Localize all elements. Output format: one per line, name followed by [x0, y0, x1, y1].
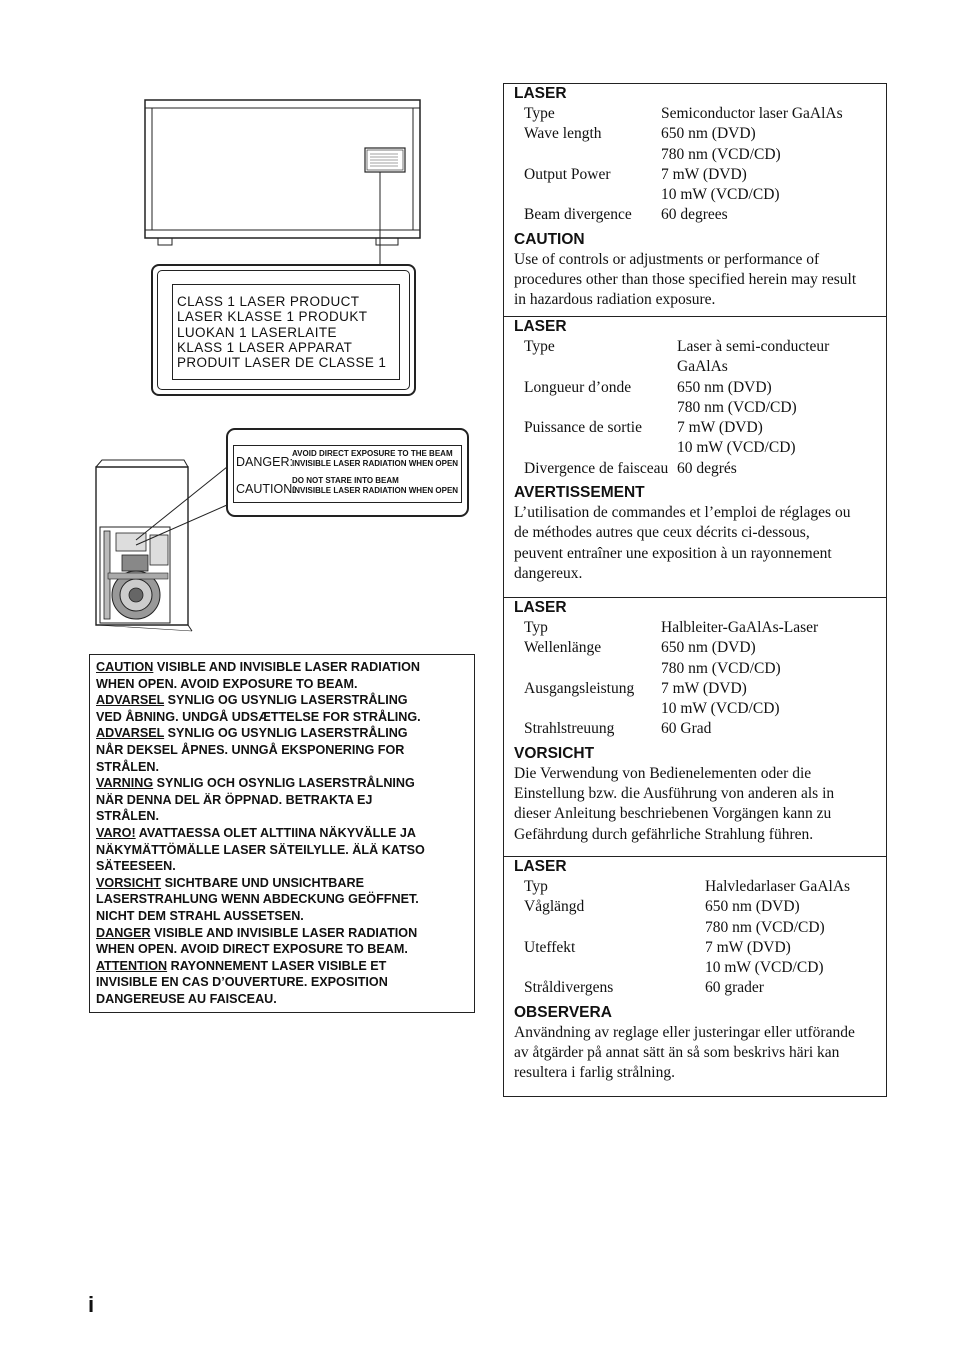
page-number: i: [88, 1292, 95, 1317]
caution-heading: VORSICHT: [514, 744, 595, 762]
spec-label: [514, 699, 661, 719]
spec-row: [514, 459, 876, 479]
warning-line: [96, 659, 468, 676]
warning-language-keyword: VORSICHT: [96, 875, 162, 890]
warning-text: DANGEREUSE AU FAISCEAU.: [96, 991, 277, 1006]
spec-row: [514, 699, 876, 719]
danger-label-title: DANGER:: [236, 455, 293, 469]
caution-paragraph-line: Gefährdung durch gefährliche Strahlung führen.: [514, 825, 814, 843]
caution-paragraph-line: de méthodes autres que ceux décrits ci-dessous,: [514, 524, 810, 542]
spec-value: Laser à semi-conducteur: [677, 338, 830, 355]
class-label-line: LUOKAN 1 LASERLAITE: [177, 324, 337, 340]
spec-value: 780 nm (VCD/CD): [705, 918, 825, 936]
danger-label-text: AVOID DIRECT EXPOSURE TO THE BEAM: [292, 449, 453, 458]
spec-row: [514, 897, 876, 917]
spec-row: [514, 978, 876, 998]
caution-paragraph-line: Use of controls or adjustments or performance of: [514, 250, 820, 268]
warning-text: INVISIBLE EN CAS D’OUVERTURE. EXPOSITION: [96, 975, 388, 990]
caution-paragraph-line: av åtgärder på annat sätt än så som beskrivs häri kan: [514, 1044, 840, 1062]
caution-label-title: CAUTION:: [236, 482, 296, 496]
spec-label: Typ: [524, 878, 548, 895]
warning-line: [96, 908, 468, 925]
warning-line: [96, 991, 468, 1008]
warning-text: SYNLIG OCH OSYNLIG LASERSTRÅLNING: [153, 776, 415, 791]
spec-value: 650 nm (DVD): [661, 125, 756, 143]
caution-heading: AVERTISSEMENT: [514, 484, 645, 502]
warning-line: [96, 925, 468, 942]
spec-row: [514, 337, 876, 357]
warning-text: WHEN OPEN. AVOID DIRECT EXPOSURE TO BEAM.: [96, 942, 408, 957]
danger-label: [226, 428, 469, 517]
warning-text: WHEN OPEN. AVOID EXPOSURE TO BEAM.: [96, 676, 358, 691]
spec-value: 7 mW (DVD): [661, 165, 747, 183]
laser-spec-german: [503, 597, 887, 857]
spec-row: [514, 205, 876, 225]
spec-row: [514, 398, 876, 418]
warning-text: AVATTAESSA OLET ALTTIINA NÄKYVÄLLE JA: [135, 825, 416, 840]
spec-row: [514, 104, 876, 124]
unit-side-illustration: [92, 455, 232, 635]
spec-row: [514, 124, 876, 144]
class-label-line: CLASS 1 LASER PRODUCT: [177, 294, 360, 309]
spec-label: Stråldivergens: [524, 979, 614, 997]
warning-text: RAYONNEMENT LASER VISIBLE ET: [167, 958, 387, 973]
warning-text: NICHT DEM STRAHL AUSSETSEN.: [96, 908, 304, 923]
warning-line: [96, 875, 468, 892]
caution-label-text: INVISIBLE LASER RADIATION WHEN OPEN: [292, 486, 459, 495]
spec-row: [514, 938, 876, 958]
caution-heading: OBSERVERA: [514, 1003, 612, 1021]
warning-line: [96, 692, 468, 709]
spec-row: [514, 378, 876, 398]
spec-row: [514, 418, 876, 438]
warning-text: SÄTEESEEN.: [96, 859, 176, 874]
warning-text: LASERSTRAHLUNG WENN ABDECKUNG GEÖFFNET.: [96, 892, 419, 907]
warning-text: VED ÅBNING. UNDGÅ UDSÆTTELSE FOR STRÅLING.: [96, 709, 421, 724]
warning-line: [96, 792, 468, 809]
warning-language-keyword: DANGER: [96, 925, 151, 940]
spec-row: [514, 438, 876, 458]
spec-value: 7 mW (DVD): [705, 938, 791, 956]
caution-paragraph-line: L’utilisation de commandes et l’emploi de réglages ou: [514, 504, 851, 522]
spec-row: [514, 958, 876, 978]
spec-value: Halbleiter-GaAlAs-Laser: [661, 619, 819, 636]
caution-paragraph-line: Die Verwendung von Bedienelementen oder die: [514, 764, 812, 782]
spec-label: [514, 398, 677, 418]
spec-row: [514, 659, 876, 679]
spec-value: 10 mW (VCD/CD): [677, 439, 796, 457]
spec-value: 10 mW (VCD/CD): [705, 959, 824, 977]
warning-line: [96, 742, 468, 759]
spec-value: 780 nm (VCD/CD): [661, 659, 781, 677]
warning-line: [96, 709, 468, 726]
laser-spec-english: [503, 83, 887, 317]
caution-paragraph-line: Användning av reglage eller justeringar eller utförande: [514, 1023, 855, 1041]
warning-text: NÄKYMÄTTÖMÄLLE LASER SÄTEILYLLE. ÄLÄ KATSO: [96, 842, 425, 857]
caution-paragraph-line: in hazardous radiation exposure.: [514, 291, 716, 309]
spec-row: [514, 679, 876, 699]
spec-row: [514, 638, 876, 658]
warning-text: SICHTBARE UND UNSICHTBARE: [161, 875, 364, 890]
spec-label: Output Power: [524, 165, 611, 183]
class-label-line: LASER KLASSE 1 PRODUKT: [177, 309, 368, 325]
caution-paragraph-line: resultera i farlig strålning.: [514, 1064, 675, 1082]
laser-spec-swedish: [503, 856, 887, 1097]
warning-text: NÄR DENNA DEL ÄR ÖPPNAD. BETRAKTA EJ: [96, 792, 373, 807]
spec-value: 60 Grad: [661, 720, 712, 738]
spec-value: Semiconductor laser GaAlAs: [661, 105, 843, 122]
laser-spec-french: [503, 316, 887, 598]
spec-label: [514, 659, 661, 679]
laser-warning-box: [89, 654, 475, 1013]
spec-label: Longueur d’onde: [524, 378, 632, 396]
spec-label: Strahlstreuung: [524, 720, 615, 738]
spec-value: 650 nm (DVD): [661, 639, 756, 657]
spec-value: 780 nm (VCD/CD): [661, 145, 781, 163]
warning-line: [96, 825, 468, 842]
spec-row: [514, 618, 876, 638]
spec-value: 650 nm (DVD): [705, 898, 800, 916]
caution-label-text: DO NOT STARE INTO BEAM: [292, 476, 399, 485]
spec-label: Puissance de sortie: [524, 419, 642, 437]
class-label-enlarged: [151, 264, 416, 396]
warning-language-keyword: VARO!: [96, 825, 136, 840]
spec-label: Våglängd: [524, 898, 585, 916]
warning-line: [96, 775, 468, 792]
spec-row: [514, 357, 876, 377]
spec-value: 10 mW (VCD/CD): [661, 186, 780, 204]
warning-line: [96, 842, 468, 859]
spec-value: 60 degrees: [661, 206, 728, 224]
warning-line: [96, 759, 468, 776]
warning-line: [96, 808, 468, 825]
spec-label: [514, 438, 677, 458]
caution-paragraph-line: dieser Anleitung beschriebenen Vorgängen kann zu: [514, 805, 832, 823]
spec-value: 60 degrés: [677, 459, 737, 477]
warning-text: NÅR DEKSEL ÅPNES. UNNGÅ EKSPONERING FOR: [96, 742, 405, 757]
warning-line: [96, 958, 468, 975]
spec-value: 780 nm (VCD/CD): [677, 398, 797, 416]
spec-label: Type: [524, 338, 555, 355]
warning-line: [96, 676, 468, 693]
warning-text: SYNLIG OG USYNLIG LASERSTRÅLING: [164, 693, 408, 708]
spec-value: 10 mW (VCD/CD): [661, 700, 780, 718]
spec-value: 650 nm (DVD): [677, 378, 772, 396]
spec-value: 7 mW (DVD): [677, 419, 763, 437]
warning-text: VISIBLE AND INVISIBLE LASER RADIATION: [150, 925, 418, 940]
spec-label: Divergence de faisceau: [524, 459, 669, 477]
caution-paragraph-line: peuvent entraîner une exposition à un rayonnement: [514, 544, 832, 562]
warning-line: [96, 725, 468, 742]
spec-label: Uteffekt: [524, 938, 576, 956]
spec-label: [514, 185, 661, 205]
warning-text: STRÅLEN.: [96, 759, 159, 774]
warning-line: [96, 858, 468, 875]
warning-language-keyword: VARNING: [96, 776, 154, 791]
spec-label: [514, 357, 677, 377]
spec-label: Wellenlänge: [524, 639, 602, 657]
spec-row: [514, 165, 876, 185]
spec-value: Halvledarlaser GaAlAs: [705, 878, 851, 895]
caution-paragraph-line: procedures other than those specified herein may result: [514, 271, 857, 289]
spec-label: Beam divergence: [524, 206, 632, 224]
spec-value: 7 mW (DVD): [661, 679, 747, 697]
section-heading: LASER: [514, 599, 567, 616]
class-label-line: PRODUIT LASER DE CLASSE 1: [177, 355, 387, 371]
warning-language-keyword: ATTENTION: [96, 958, 168, 973]
spec-row: [514, 185, 876, 205]
warning-language-keyword: ADVARSEL: [96, 726, 165, 741]
spec-row: [514, 918, 876, 938]
warning-language-keyword: ADVARSEL: [96, 693, 165, 708]
warning-line: [96, 974, 468, 991]
caution-paragraph-line: dangereux.: [514, 564, 583, 582]
caution-heading: CAUTION: [514, 230, 585, 248]
spec-row: [514, 145, 876, 165]
warning-text: SYNLIG OG USYNLIG LASERSTRÅLING: [164, 726, 408, 741]
spec-label: [514, 958, 705, 978]
spec-row: [514, 877, 876, 897]
warning-line: [96, 891, 468, 908]
spec-label: [514, 145, 661, 165]
warning-line: [96, 941, 468, 958]
spec-label: Type: [524, 105, 555, 122]
warning-text: VISIBLE AND INVISIBLE LASER RADIATION: [153, 660, 420, 674]
spec-row: [514, 719, 876, 739]
section-heading: LASER: [514, 858, 567, 875]
spec-label: Wave length: [524, 125, 602, 143]
spec-label: [514, 918, 705, 938]
caution-paragraph-line: Einstellung bzw. die Ausführung von anderen als in: [514, 785, 835, 803]
warning-language-keyword: CAUTION: [96, 660, 154, 674]
class-label-line: KLASS 1 LASER APPARAT: [177, 339, 353, 355]
spec-label: Typ: [524, 619, 548, 636]
spec-value: GaAlAs: [677, 358, 728, 376]
section-heading: LASER: [514, 85, 567, 102]
spec-value: 60 grader: [705, 979, 764, 997]
spec-label: Ausgangsleistung: [524, 679, 635, 697]
warning-text: STRÅLEN.: [96, 809, 159, 824]
danger-label-text: INVISIBLE LASER RADIATION WHEN OPEN: [292, 459, 459, 468]
section-heading: LASER: [514, 318, 567, 335]
